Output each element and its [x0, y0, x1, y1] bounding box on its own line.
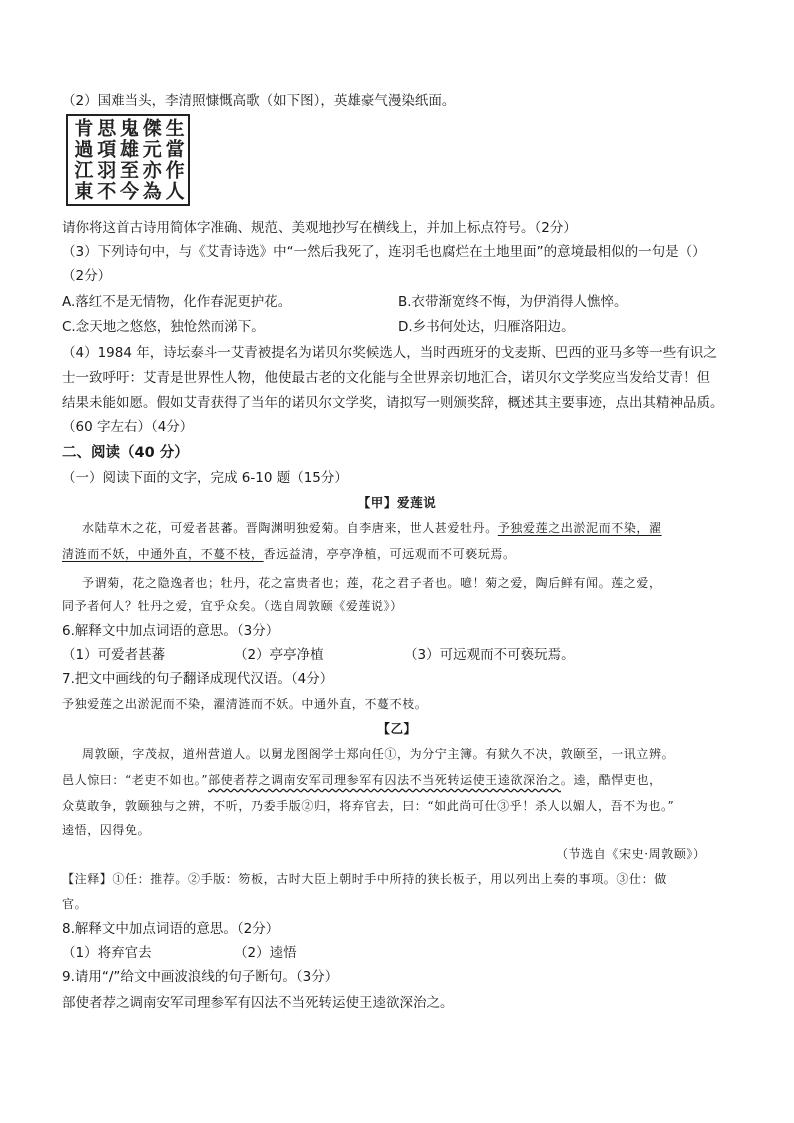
yi-line-2	[62, 770, 752, 790]
yi-source: （节选自《宋史·周敦颐》）	[556, 847, 706, 861]
q2-intro: （2）国难当头，李清照慷慨高歌（如下图），英雄豪气漫染纸面。	[62, 93, 456, 109]
part1-intro: （一）阅读下面的文字，完成 6-10 题（15分）	[62, 470, 348, 486]
yi-wavy-sentence: 部使者荐之调南安军司理参军有囚法不当死转运使王逵欲深治之	[208, 773, 561, 787]
q6-item: （3）可远观而不可亵玩焉。	[404, 647, 575, 663]
q6-stem: 6.解释文中加点词语的意思。（3分）	[62, 623, 280, 639]
q3-option-b: B.衣带渐宽终不悔，为伊消得人憔悴。	[398, 294, 628, 310]
calligraphy-image	[66, 114, 190, 206]
yi-line-4: 逵悟，囚得免。	[62, 823, 151, 837]
q8-item: （2）逵悟	[234, 945, 297, 961]
q2-task: 请你将这首古诗用简体字准确、规范、美观地抄写在横线上，并加上标点符号。（2分）	[62, 220, 577, 236]
note-line-2: 官。	[62, 897, 88, 911]
calligraphy-column: 生當作人	[162, 118, 185, 202]
q3-option-d: D.乡书何处达，归雁洛阳边。	[398, 319, 575, 335]
q8-item: （1）将弃官去	[62, 945, 152, 961]
calligraphy-column: 鬼雄至今	[116, 118, 139, 202]
jia-paragraph-2-line-2: 同予者何人？牡丹之爱，宜乎众矣。（选自周敦颐《爱莲说》）	[62, 599, 403, 613]
yi-title: 【乙】	[377, 721, 417, 736]
jia-paragraph-1-line-1	[82, 518, 742, 538]
q8-stem: 8.解释文中加点词语的意思。（2分）	[62, 921, 280, 937]
jia-title: 【甲】爱莲说	[357, 495, 437, 510]
q4-line: （4）1984 年，诗坛泰斗一艾青被提名为诺贝尔奖候选人，当时西班牙的戈麦斯、巴西的亚马多等一些有识之	[62, 345, 717, 361]
yi-text: 邑人惊曰：“老吏不如也。”	[62, 773, 209, 787]
q3-option-c: C.念天地之悠悠，独怆然而涕下。	[62, 319, 265, 335]
q6-item: （1）可爱者甚蕃	[62, 647, 166, 663]
section2-title: 二、阅读（40 分）	[62, 445, 189, 461]
yi-line-1: 周敦颐，字茂叔，道州营道人。以舅龙图阁学士郑向任①，为分宁主簿。有狱久不决，敦颐至，一讯立辨。	[82, 747, 675, 761]
calligraphy-column: 肯過江東	[71, 118, 94, 202]
yi-text: 。逵，酷悍吏也，	[560, 773, 662, 787]
q3-stem: （3）下列诗句中，与《艾青诗选》中“一然后我死了，连羽毛也腐烂在土地里面”的意境最相似的一句是（）	[62, 244, 706, 260]
note-line-1: 【注释】①任：推荐。②手版：笏板，古时大臣上朝时手中所持的狭长板子，用以列出上奏的事项。③仕：做	[62, 872, 667, 886]
jia-underlined-sentence: 清涟而不妖，中通外直，不蔓不枝，	[62, 547, 264, 561]
q4-line: 结果未能如愿。假如艾青获得了当年的诺贝尔文学奖，请拟写一则颁奖辞，概述其主要事迹，点出其精神品质。	[62, 395, 724, 411]
q7-sentence: 予独爱莲之出淤泥而不染，濯清涟而不妖。中通外直，不蔓不枝。	[62, 697, 428, 711]
jia-underlined-sentence: 予独爱莲之出淤泥而不染，濯	[497, 521, 662, 535]
q3-points: （2分）	[62, 268, 112, 284]
jia-text: 水陆草木之花，可爱者甚蕃。晋陶渊明独爱菊。自李唐来，世人甚爱牡丹。	[82, 521, 498, 535]
calligraphy-column: 傑元亦為	[139, 118, 162, 202]
jia-paragraph-2-line-1: 予谓菊，花之隐逸者也；牡丹，花之富贵者也；莲，花之君子者也。噫！菊之爱，陶后鲜有闻。莲之爱，	[82, 576, 662, 590]
q9-stem: 9.请用“/”给文中画波浪线的句子断句。（3分）	[62, 969, 339, 985]
q9-sentence: 部使者荐之调南安军司理参军有囚法不当死转运使王逵欲深治之。	[62, 995, 454, 1011]
q4-line: （60 字左右）（4分）	[62, 419, 194, 435]
jia-paragraph-1-line-2	[62, 544, 752, 564]
jia-text: 香远益清，亭亭净植，可远观而不可亵玩焉。	[263, 547, 516, 561]
q7-stem: 7.把文中画线的句子翻译成现代汉语。（4分）	[62, 671, 334, 687]
q4-line: 士一致呼吁：艾青是世界性人物，他使最古老的文化能与全世界亲切地汇合，诺贝尔文学奖应当发给艾青！但	[62, 370, 710, 386]
calligraphy-column: 思項羽不	[94, 118, 117, 202]
yi-line-3: 众莫敢争，敦颐独与之辨，不听，乃委手版②归，将弃官去，曰：“如此尚可仕③乎！杀人以媚人，吾不为也。”	[62, 799, 675, 813]
q3-option-a: A.落红不是无情物，化作春泥更护花。	[62, 294, 292, 310]
q6-item: （2）亭亭净植	[234, 647, 324, 663]
